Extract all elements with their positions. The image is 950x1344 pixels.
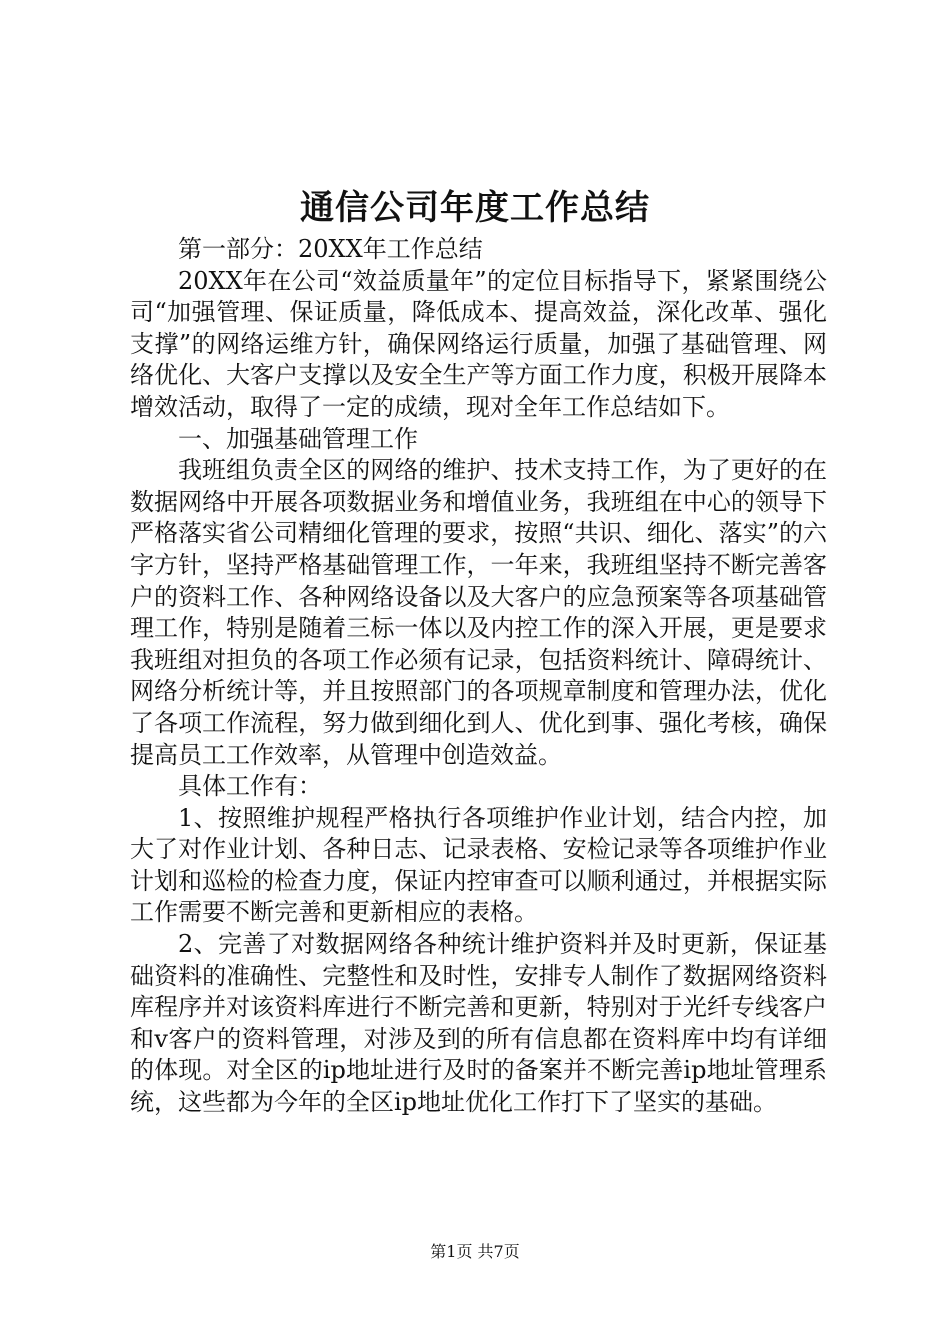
section-heading: 具体工作有： xyxy=(178,772,322,801)
document-title: 通信公司年度工作总结 xyxy=(300,188,650,228)
body-paragraph: 我班组负责全区的网络的维护、技术支持工作，为了更好的在数据网络中开展各项数据业务和增值业务，我班组在中心的领导下严格落实省公司精细化管理的要求，按照“共识、细化、落实”的六字方针，坚持严格基础管理工作，一年来，我班组坚持不断完善客户的资料工作、各种网络设备以及大客户的应急预案等各项基础管理工作，特别是随着三标一体以及内控工作的深入开展，更是要求我班组对担负的各项工作必须有记录，包括资料统计、障碍统计、网络分析统计等，并且按照部门的各项规章制度和管理办法，优化了各项工作流程，努力做到细化到人、优化到事、强化考核，确保提高员工工作效率，从管理中创造效益。 xyxy=(130,456,827,769)
section-heading: 第一部分：20XX年工作总结 xyxy=(178,235,483,263)
page-number-footer: 第1页 共7页 xyxy=(430,1242,520,1261)
document-body xyxy=(130,234,827,1119)
list-item: 1、按照维护规程严格执行各项维护作业计划，结合内控，加大了对作业计划、各种日志、记录表格、安检记录等各项维护作业计划和巡检的检查力度，保证内控审查可以顺利通过，并根据实际工作需要不断完善和更新相应的表格。 xyxy=(130,803,827,927)
body-paragraph: 20XX年在公司“效益质量年”的定位目标指导下，紧紧围绕公司“加强管理、保证质量，降低成本、提高效益，深化改革、强化支撑”的网络运维方针，确保网络运行质量，加强了基础管理、网络优化、大客户支撑以及安全生产等方面工作力度，积极开展降本增效活动，取得了一定的成绩，现对全年工作总结如下。 xyxy=(130,266,827,421)
list-item: 2、完善了对数据网络各种统计维护资料并及时更新，保证基础资料的准确性、完整性和及时性，安排专人制作了数据网络资料库程序并对该资料库进行不断完善和更新，特别对于光纤专线客户和v客户的资料管理，对涉及到的所有信息都在资料库中均有详细的体现。对全区的ip地址进行及时的备案并不断完善ip地址管理系统，这些都为今年的全区ip地址优化工作打下了坚实的基础。 xyxy=(130,930,827,1117)
section-heading: 一、加强基础管理工作 xyxy=(178,424,418,453)
